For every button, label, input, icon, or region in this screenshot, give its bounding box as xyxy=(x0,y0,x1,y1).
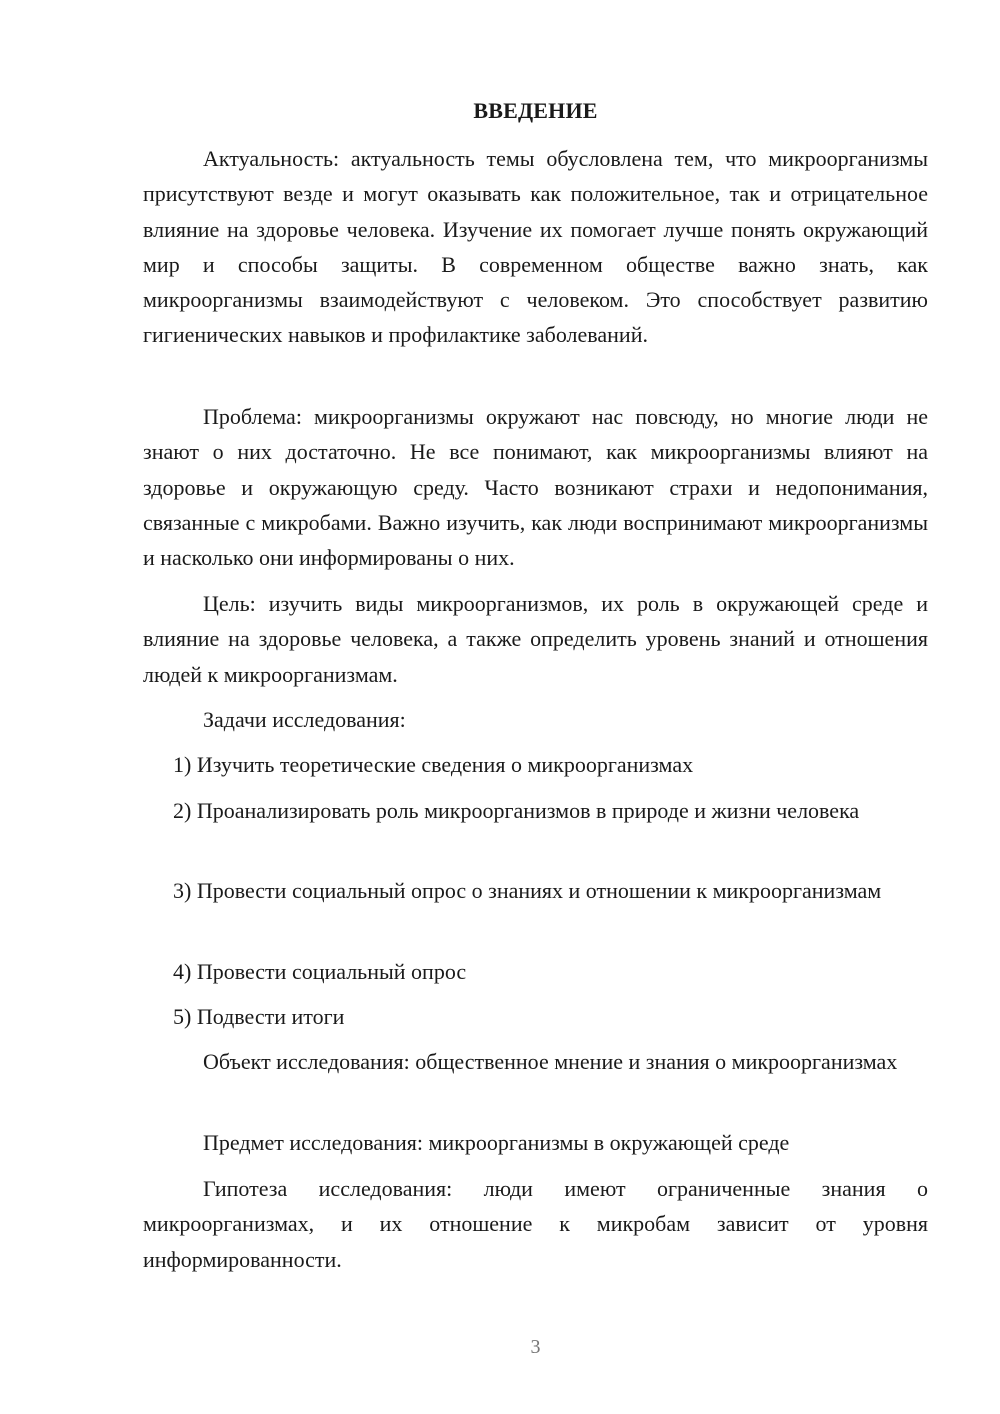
task-item-4: 4) Провести социальный опрос xyxy=(173,959,467,984)
task-item-2: 2) Проанализировать роль микроорганизмов в природе и жизни человека xyxy=(173,798,860,823)
task-item-5: 5) Подвести итоги xyxy=(173,1004,345,1029)
object-paragraph: Объект исследования: общественное мнение и знания о микроорганизмах xyxy=(203,1049,898,1074)
page-number: 3 xyxy=(530,1336,541,1358)
task-item-3: 3) Провести социальный опрос о знаниях и отношении к микроорганизмам xyxy=(173,878,882,903)
problem-paragraph: Проблема: микроорганизмы окружают нас повсюду, но многие люди не знают о них достаточно. Не все понимают, как микроорганизмы влияют на здоровье и окружающую среду. Часто возникают страхи и недопонимания, связанные с микробами. Важно изучить, как люди воспринимают микроорганизмы и насколько они информированы о них. xyxy=(143,404,928,571)
subject-paragraph: Предмет исследования: микроорганизмы в окружающей среде xyxy=(203,1130,790,1155)
hypothesis-paragraph: Гипотеза исследования: люди имеют ограниченные знания о микроорганизмах, и их отношение к микробам зависит от уровня информированности. xyxy=(143,1176,928,1272)
relevance-paragraph: Актуальность: актуальность темы обусловлена тем, что микроорганизмы присутствуют везде и могут оказывать как положительное, так и отрицательное влияние на здоровье человека. Изучение их помогает лучше понять окружающий мир и способы защиты. В современном обществе важно знать, как микроорганизмы взаимодействуют с человеком. Это способствует развитию гигиенических навыков и профилактике заболеваний. xyxy=(143,146,928,348)
document-page xyxy=(143,0,928,1414)
task-item-1: 1) Изучить теоретические сведения о микроорганизмах xyxy=(173,752,694,777)
tasks-title: Задачи исследования: xyxy=(203,707,406,732)
goal-paragraph: Цель: изучить виды микроорганизмов, их роль в окружающей среде и влияние на здоровье человека, а также определить уровень знаний и отношения людей к микроорганизмам. xyxy=(143,591,928,687)
page-heading: ВВЕДЕНИЕ xyxy=(473,98,598,123)
